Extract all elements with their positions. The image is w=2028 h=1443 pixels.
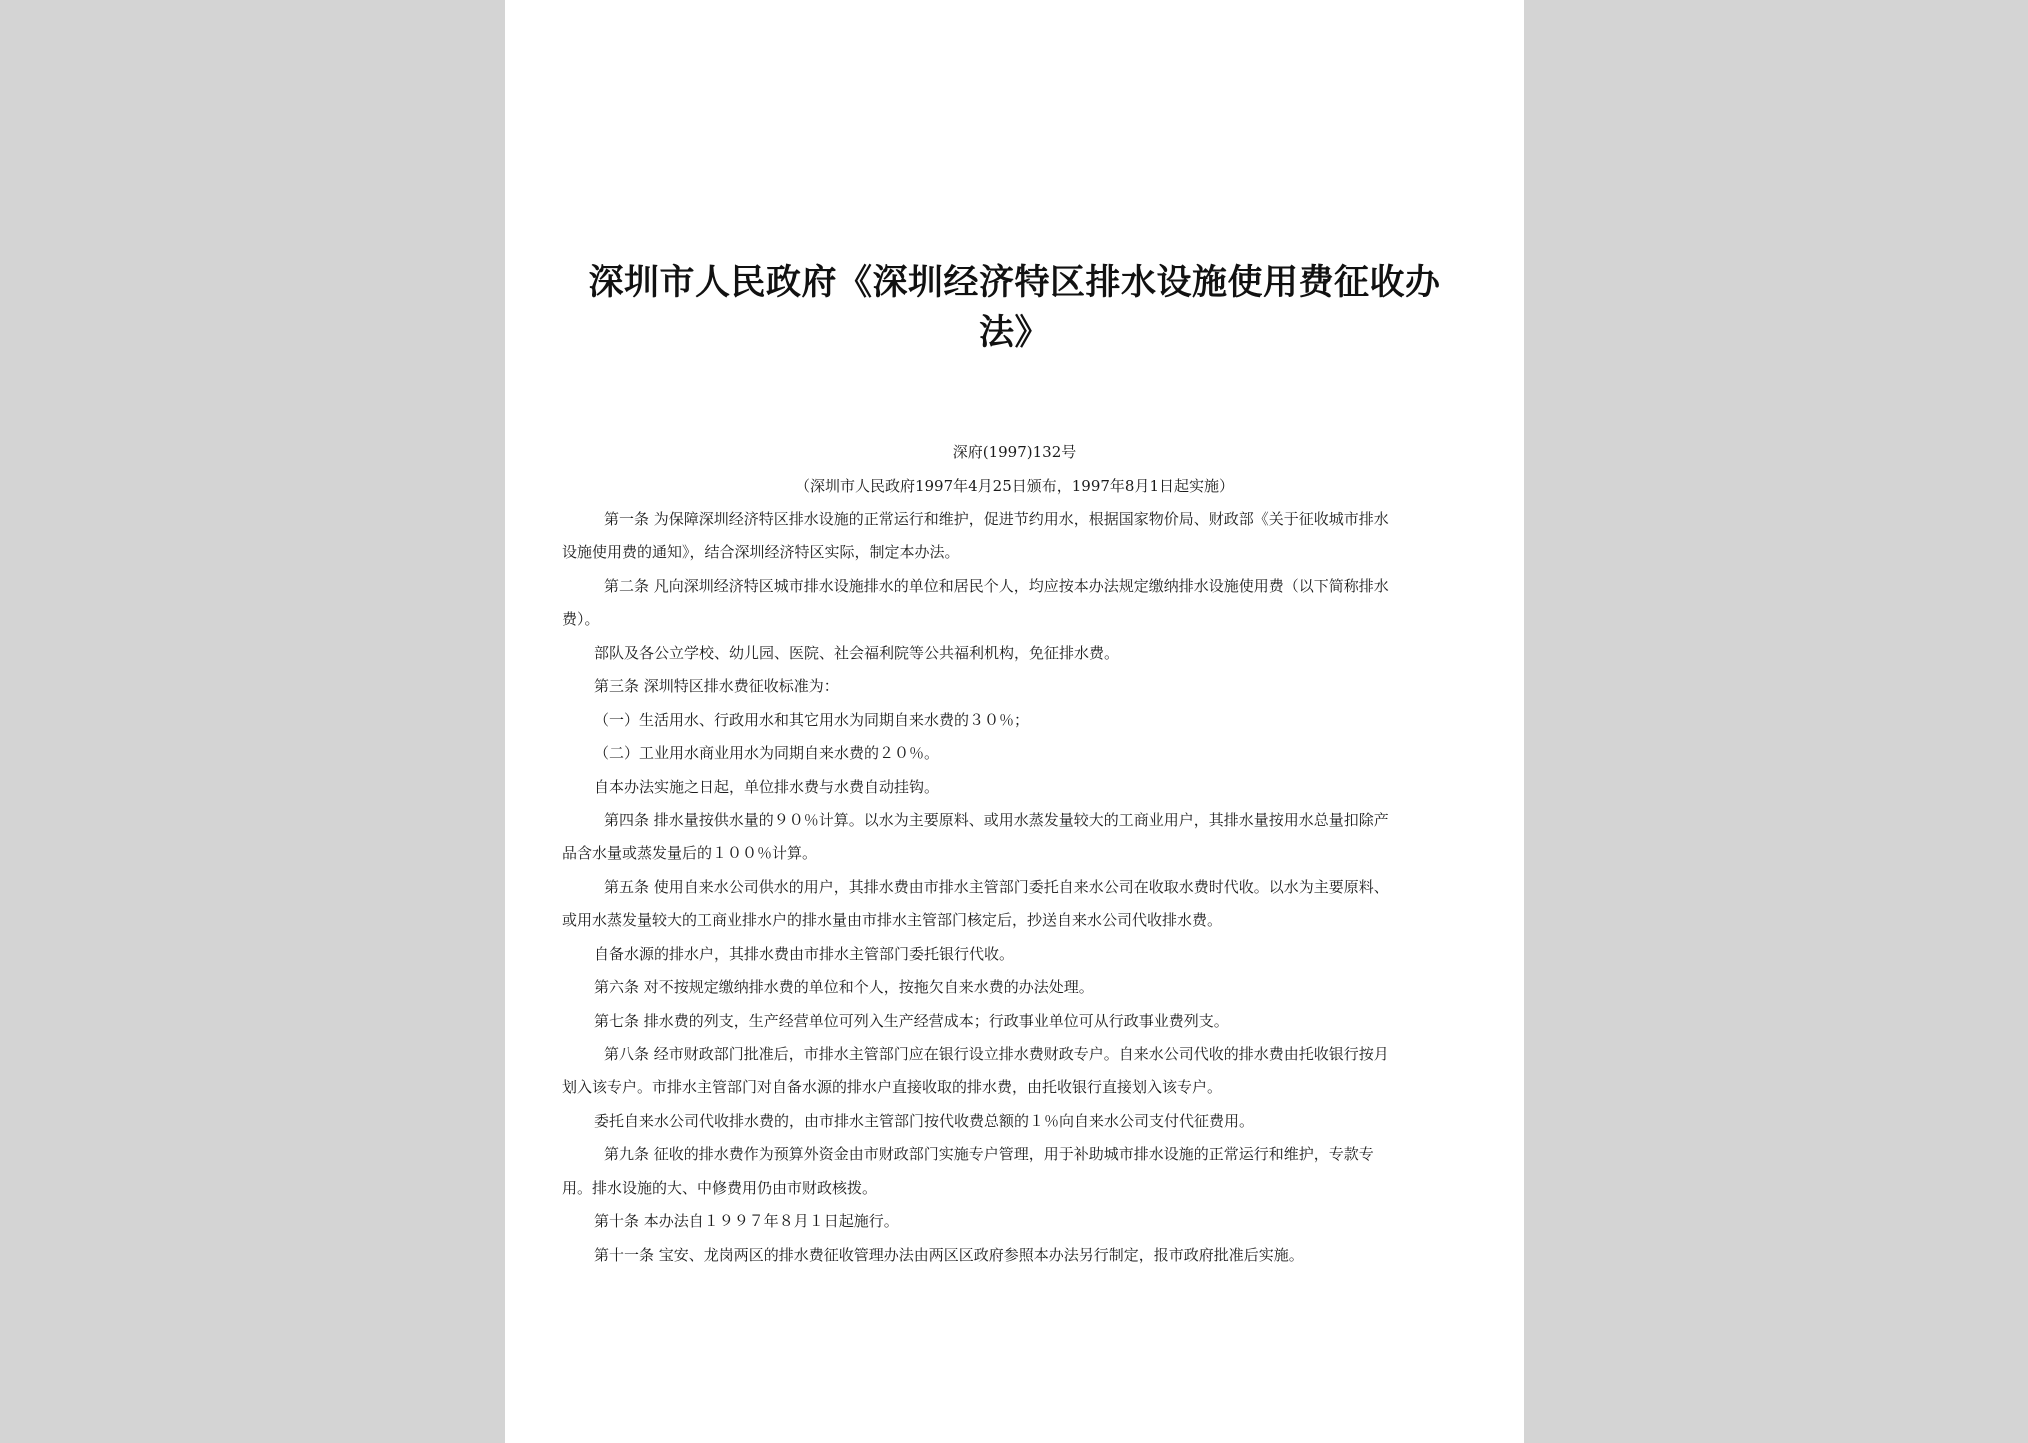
article-6-line-1: 第六条 对不按规定缴纳排水费的单位和个人，按拖欠自来水费的办法处理。 (594, 978, 1094, 997)
article-2-line-1: 第二条 凡向深圳经济特区城市排水设施排水的单位和居民个人，均应按本办法规定缴纳排水设施使用费（以下简称排水 (604, 576, 1389, 595)
article-5-line-2: 或用水蒸发量较大的工商业排水户的排水量由市排水主管部门核定后，抄送自来水公司代收排水费。 (562, 911, 1223, 930)
document-title (565, 258, 1464, 358)
title-line-1: 深圳市人民政府《深圳经济特区排水设施使用费征收办 (588, 262, 1441, 303)
article-1-line-2: 设施使用费的通知》，结合深圳经济特区实际，制定本办法。 (562, 543, 960, 562)
article-3-paragraph-2: 自本办法实施之日起，单位排水费与水费自动挂钩。 (594, 777, 940, 796)
article-4-line-1: 第四条 排水量按供水量的９０％计算。以水为主要原料、或用水蒸发量较大的工商业用户，其排水量按用水总量扣除产 (604, 810, 1389, 829)
issued-note: （深圳市人民政府1997年4月25日颁布，1997年8月1日起实施） (794, 477, 1235, 495)
article-10-line-1: 第十条 本办法自１９９７年８月１日起施行。 (594, 1212, 899, 1231)
article-9-line-1: 第九条 征收的排水费作为预算外资金由市财政部门实施专户管理，用于补助城市排水设施的正常运行和维护，专款专 (604, 1145, 1374, 1164)
article-2-paragraph-2: 部队及各公立学校、幼儿园、医院、社会福利院等公共福利机构，免征排水费。 (594, 643, 1120, 662)
article-3-item-1: （一）生活用水、行政用水和其它用水为同期自来水费的３０％； (594, 710, 1030, 729)
document-body (562, 503, 1470, 1272)
article-3-line-1: 第三条 深圳特区排水费征收标准为： (594, 677, 839, 696)
article-1-line-1: 第一条 为保障深圳经济特区排水设施的正常运行和维护，促进节约用水，根据国家物价局、财政部《关于征收城市排水 (604, 510, 1389, 528)
article-11-line-1: 第十一条 宝安、龙岗两区的排水费征收管理办法由两区区政府参照本办法另行制定，报市政府批准后实施。 (594, 1245, 1304, 1264)
article-2-line-2: 费）。 (562, 610, 600, 629)
article-4-line-2: 品含水量或蒸发量后的１００％计算。 (562, 844, 818, 863)
document-number: 深府(1997)132号 (952, 443, 1077, 461)
article-9-line-2: 用。排水设施的大、中修费用仍由市财政核拨。 (562, 1178, 878, 1197)
article-3-item-2: （二）工业用水商业用水为同期自来水费的２０％。 (594, 744, 940, 763)
title-line-2: 法》 (978, 312, 1050, 353)
document-page (505, 0, 1524, 1443)
article-5-line-1: 第五条 使用自来水公司供水的用户，其排水费由市排水主管部门委托自来水公司在收取水费时代收。以水为主要原料、 (604, 877, 1389, 896)
article-8-paragraph-2: 委托自来水公司代收排水费的，由市排水主管部门按代收费总额的１％向自来水公司支付代征费用。 (594, 1111, 1255, 1130)
article-5-paragraph-2: 自备水源的排水户，其排水费由市排水主管部门委托银行代收。 (594, 944, 1015, 963)
article-8-line-1: 第八条 经市财政部门批准后，市排水主管部门应在银行设立排水费财政专户。自来水公司代收的排水费由托收银行按月 (604, 1045, 1389, 1063)
article-8-line-2: 划入该专户。市排水主管部门对自备水源的排水户直接收取的排水费，由托收银行直接划入该专户。 (562, 1078, 1223, 1097)
article-7-line-1: 第七条 排水费的列支，生产经营单位可列入生产经营成本；行政事业单位可从行政事业费列支。 (594, 1011, 1229, 1030)
